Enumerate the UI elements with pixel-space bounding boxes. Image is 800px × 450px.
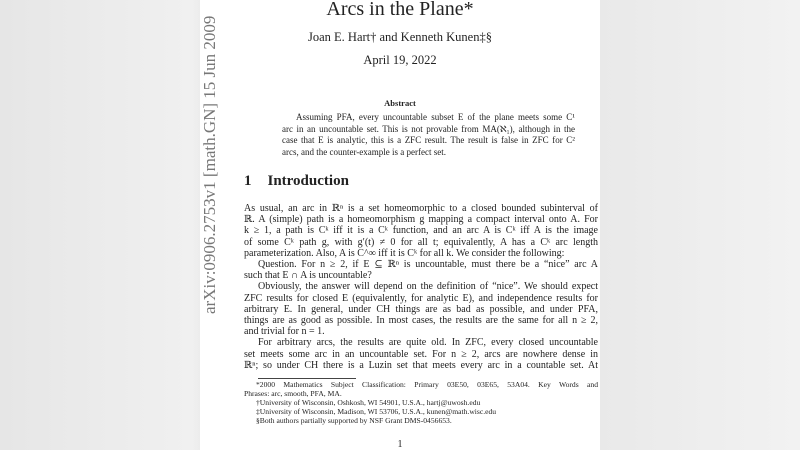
abstract-line: case that E is analytic, this is a ZFC result. The result is false in ZFC for C²	[282, 135, 575, 145]
body-line: k ≥ 1, a path is Cᵏ iff it is a Cᵏ function, and an arc A is Cᵏ iff A is the image	[244, 225, 598, 237]
footnote-line: †University of Wisconsin, Oshkosh, WI 54901, U.S.A., hartj@uwosh.edu	[256, 398, 481, 407]
footnote-line: Phrases: arc, smooth, PFA, MA.	[244, 389, 342, 398]
body-line: arbitrary E. In general, under CH things are as bad as possible, and under PFA,	[244, 303, 598, 315]
body-line: Question. For n ≥ 2, if E ⊆ ℝⁿ is uncountable, must there be a “nice” arc A	[258, 259, 598, 270]
body-line: For arbitrary arcs, the results are quite old. In ZFC, every closed uncountable	[258, 337, 598, 349]
abstract-line: arc in an uncountable set. This is not provable from MA(ℵ₁), although in the	[282, 123, 575, 134]
body-line: set meets some arc in an uncountable set. For n ≥ 2, arcs are nowhere dense in	[244, 348, 598, 360]
viewer-background-right	[600, 0, 800, 450]
body-line: ℝⁿ; so under CH there is a Luzin set that meets every arc in a countable set. At	[244, 359, 598, 371]
paper-authors: Joan E. Hart† and Kenneth Kunen‡§	[308, 30, 492, 44]
body-line: As usual, an arc in ℝⁿ is a set homeomorphic to a closed bounded subinterval of	[244, 203, 598, 214]
footnote-line: *2000 Mathematics Subject Classification: Primary 03E50, 03E65, 53A04. Key Words and	[256, 380, 598, 389]
paper-title: Arcs in the Plane*	[326, 0, 474, 20]
page-number: 1	[397, 439, 403, 450]
body-line: things are as good as possible. In most cases, the results are the same for all n ≥ 2,	[244, 315, 598, 326]
abstract-heading: Abstract	[384, 98, 416, 108]
body-line: of some Cᵏ path g, with g′(t) ≠ 0 for all t; equivalently, A has a Cᵏ arc length	[244, 236, 598, 248]
abstract-line: arcs, and the counter-example is a perfect set.	[282, 146, 446, 157]
arxiv-stamp: arXiv:0906.2753v1 [math.GN] 15 Jun 2009	[200, 15, 219, 314]
section-title: Introduction	[267, 173, 349, 189]
body-line: ZFC results for closed E (equivalently, for analytic E), and independence results for	[244, 292, 598, 304]
section-number: 1	[244, 173, 252, 189]
abstract-line: Assuming PFA, every uncountable subset E of the plane meets some C¹	[296, 112, 575, 122]
footnote-line: §Both authors partially supported by NSF Grant DMS-0456653.	[256, 416, 452, 425]
footnote-rule	[258, 378, 356, 379]
body-line: ℝ. A (simple) path is a homeomorphism g mapping a compact interval onto A. For	[244, 214, 598, 226]
body-line: parameterization. Also, A is C^∞ iff it is Cᵏ for all k. We consider the following:	[244, 247, 565, 259]
paper-date: April 19, 2022	[363, 53, 437, 67]
body-line: such that E ∩ A is uncountable?	[244, 270, 372, 282]
footnote-line: ‡University of Wisconsin, Madison, WI 53706, U.S.A., kunen@math.wisc.edu	[256, 407, 497, 416]
section-heading	[244, 172, 349, 190]
body-line: and trivial for n = 1.	[244, 326, 325, 338]
body-line: Obviously, the answer will depend on the definition of “nice”. We should expect	[258, 281, 598, 293]
